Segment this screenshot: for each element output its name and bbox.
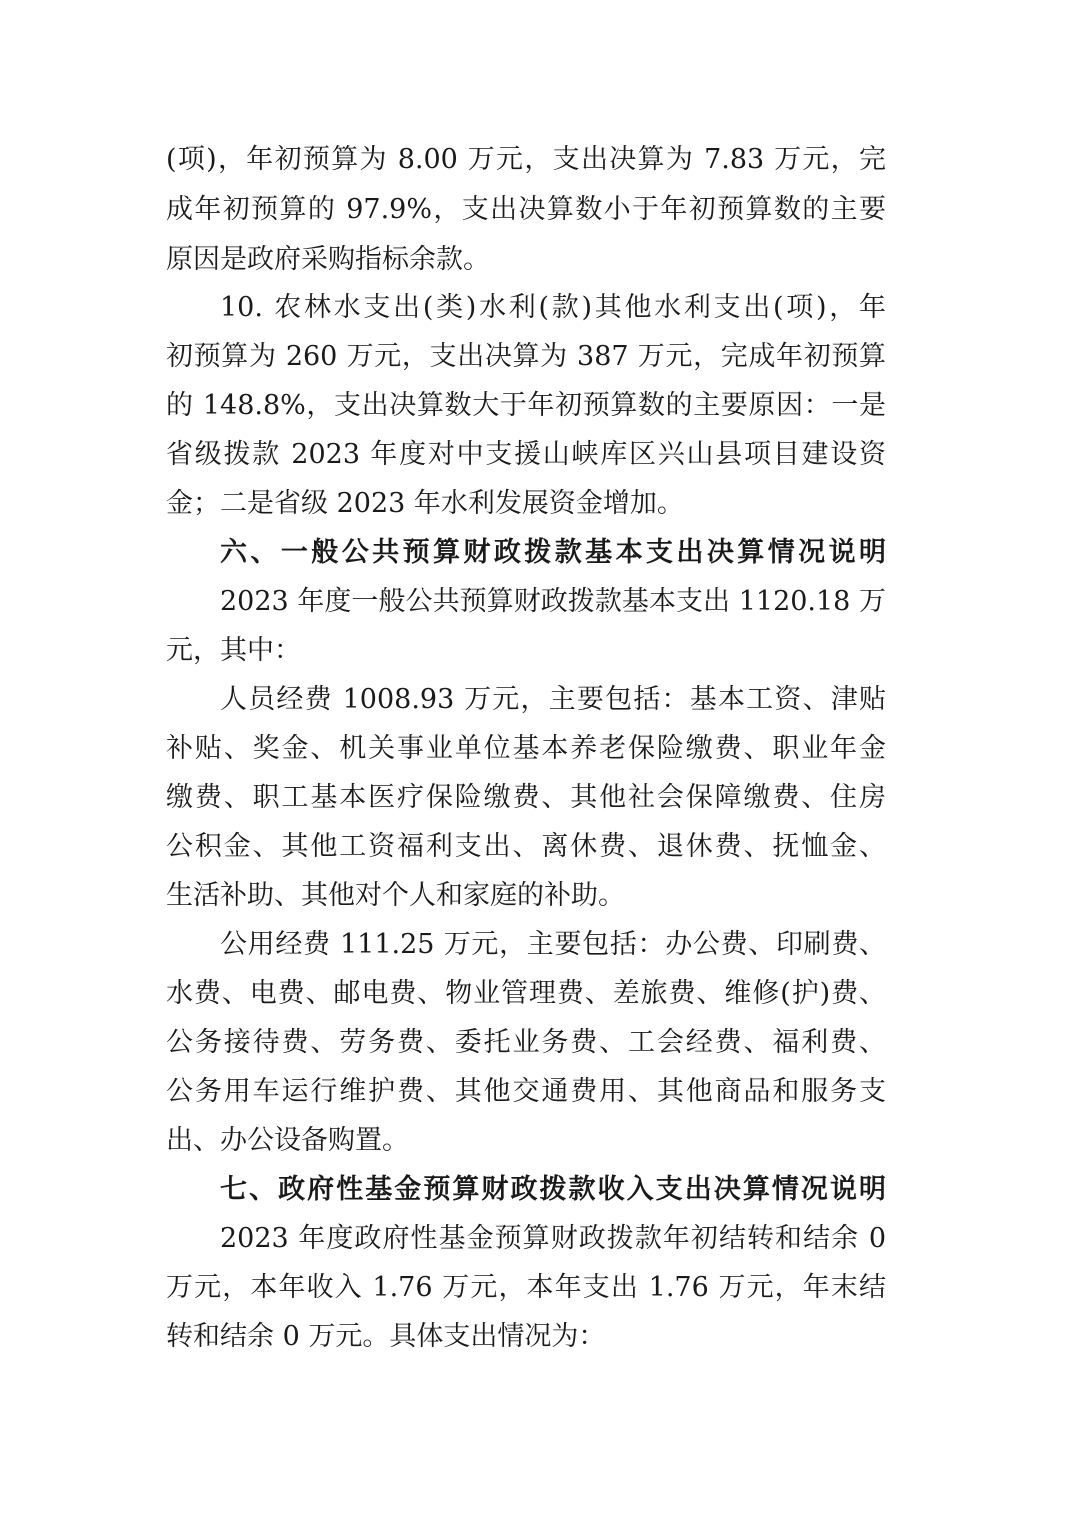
text-line: 元，其中：: [166, 635, 301, 666]
text-line: (项)，年初预算为 8.00 万元，支出决算为 7.83 万元，完: [166, 144, 886, 175]
text-line: 公务接待费、劳务费、委托业务费、工会经费、福利费、: [166, 1027, 886, 1058]
text-line: 的 148.8%，支出决算数大于年初预算数的主要原因：一是: [166, 390, 886, 421]
text-line: 省级拨款 2023 年度对中支援山峡库区兴山县项目建设资: [166, 439, 886, 470]
text-line: 2023 年度一般公共预算财政拨款基本支出 1120.18 万: [220, 586, 886, 617]
text-line: 初预算为 260 万元，支出决算为 387 万元，完成年初预算: [166, 341, 886, 372]
text-line: 生活补助、其他对个人和家庭的补助。: [166, 880, 625, 911]
text-line: 原因是政府采购指标余款。: [166, 244, 490, 275]
text-line: 转和结余 0 万元。具体支出情况为：: [166, 1321, 606, 1352]
text-line: 金；二是省级 2023 年水利发展资金增加。: [166, 488, 684, 519]
text-line: 缴费、职工基本医疗保险缴费、其他社会保障缴费、住房: [166, 782, 886, 813]
section-heading: 七、政府性基金预算财政拨款收入支出决算情况说明: [220, 1174, 886, 1205]
text-line: 2023 年度政府性基金预算财政拨款年初结转和结余 0: [220, 1223, 886, 1254]
text-line: 公积金、其他工资福利支出、离休费、退休费、抚恤金、: [166, 831, 886, 862]
text-line: 公用经费 111.25 万元，主要包括：办公费、印刷费、: [220, 929, 886, 960]
text-line: 人员经费 1008.93 万元，主要包括：基本工资、津贴: [220, 684, 886, 715]
section-heading: 六、一般公共预算财政拨款基本支出决算情况说明: [220, 537, 886, 568]
text-line: 水费、电费、邮电费、物业管理费、差旅费、维修(护)费、: [166, 978, 886, 1009]
text-line: 补贴、奖金、机关事业单位基本养老保险缴费、职业年金: [166, 733, 886, 764]
text-line: 出、办公设备购置。: [166, 1125, 409, 1156]
text-line: 10. 农林水支出(类)水利(款)其他水利支出(项)，年: [220, 292, 886, 323]
text-line: 成年初预算的 97.9%，支出决算数小于年初预算数的主要: [166, 194, 886, 225]
text-line: 公务用车运行维护费、其他交通费用、其他商品和服务支: [166, 1076, 886, 1107]
text-line: 万元，本年收入 1.76 万元，本年支出 1.76 万元，年末结: [166, 1272, 886, 1303]
